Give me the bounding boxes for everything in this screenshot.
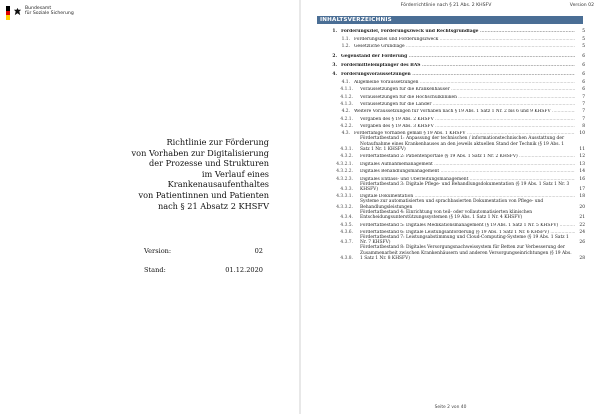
toc-entry[interactable] xyxy=(317,92,585,99)
toc-entry[interactable] xyxy=(317,159,585,166)
toc-entry[interactable] xyxy=(317,228,585,235)
logo-line-2: für Soziale Sicherung xyxy=(25,11,74,17)
toc-entry-page: 8 xyxy=(582,124,585,130)
toc-entry-number: 4.3.1. xyxy=(340,147,353,153)
toc-entry[interactable] xyxy=(317,51,585,58)
toc-entry-page: 28 xyxy=(579,256,585,262)
date-value: 01.12.2020 xyxy=(225,266,263,274)
toc-entry-number: 4.3.7. xyxy=(340,240,353,246)
toc-entry-page: 5 xyxy=(582,29,585,35)
bas-logo xyxy=(6,6,74,20)
toc-entry[interactable] xyxy=(317,152,585,159)
toc-entry-number: 4.1. xyxy=(341,79,350,85)
toc-entry-title: Förderungsvoraussetzungen ..... xyxy=(341,72,575,77)
toc-entry-title: Fördermittelempfänger des BAS ..... xyxy=(341,63,575,68)
toc-entry-title: Gesetzliche Grundlage ..... xyxy=(354,44,575,49)
toc-entry[interactable] xyxy=(317,61,585,68)
toc-entry-page: 7 xyxy=(582,109,585,115)
toc-entry-number: 4.3.4. xyxy=(340,215,353,221)
toc-entry[interactable] xyxy=(317,210,585,220)
logo-text xyxy=(25,6,74,17)
toc-entry-page: 7 xyxy=(582,101,585,107)
toc-entry-title: Fördertatbestand 4: Einrichtung von teil- oder vollautomatisierten klinischen Entscheidungsunterstützungssystemen (§ 19 Abs. 1 Satz 1 Nr. 4 KHSFV) xyxy=(360,209,533,221)
toc-entry-title: Digitales Entlass- und Überleitungsmanagement ..... xyxy=(357,177,575,182)
toc-entry[interactable] xyxy=(317,129,585,136)
toc-entry-number: 4. xyxy=(332,72,337,78)
toc-entry-page: 6 xyxy=(582,72,585,78)
toc-entry[interactable] xyxy=(317,167,585,174)
toc-entry-page: 7 xyxy=(582,116,585,122)
toc-entry-number: 4.2.2. xyxy=(340,124,353,130)
toc-entry-title: Vorgaben des § 19 Abs. 3 KHSFV ..... xyxy=(357,124,575,129)
toc-entry-title: Fördertatbestand 3: Digitale Pflege- und Behandlungsdokumentation (§ 19 Abs. 1 Satz 1 Nr. 3 KHSFV) xyxy=(360,181,570,192)
toc-entry-title: Fördertatbestand 5: Digitales Medikationsmanagement (§ 19 Abs. 1 Satz 1 Nr. 5 KHSFV) ..... xyxy=(357,223,575,228)
toc-entry-page: 6 xyxy=(582,62,585,68)
toc-entry-number: 2. xyxy=(332,53,337,59)
toc-entry-title: Gegenstand der Förderung ..... xyxy=(341,54,575,59)
toc-entry-page: 11 xyxy=(579,147,585,153)
toc-entry-page: 5 xyxy=(582,36,585,42)
toc-entry-page: 6 xyxy=(582,79,585,85)
logo-line-1: Bundesamt xyxy=(25,6,52,11)
title-line: nach § 21 Absatz 2 KHSFV xyxy=(157,200,269,211)
toc-entry[interactable] xyxy=(317,77,585,84)
toc-entry-number: 4.3.8. xyxy=(340,256,353,262)
toc-entry[interactable] xyxy=(317,27,585,34)
title-line: Richtlinie zur Förderung xyxy=(166,137,269,147)
toc-entry-number: 4.1.3. xyxy=(340,101,353,107)
title-line: Krankenausaufenthaltes xyxy=(167,179,269,190)
toc-entry-page: 17 xyxy=(579,187,585,193)
toc-entry-page: 14 xyxy=(579,169,585,175)
title-line: im Verlauf eines xyxy=(201,168,269,179)
toc-entry-title: Fördertatbestand 8: Digitales Versorgungsnachweissystem für Betten zur Verbesserung der Zusammenarbeit zwischen Krankenhäusern und anderen Versorgungseinrichtungen (§ 19 Abs. 1 Satz 1 Nr. 8 KHSFV) xyxy=(360,245,572,261)
toc-entry-number: 4.3.2.3. xyxy=(336,176,353,182)
toc-entry[interactable] xyxy=(317,174,585,181)
toc-entry-number: 4.3.2.2. xyxy=(336,169,353,175)
toc-entry[interactable] xyxy=(317,220,585,227)
toc-entry-number: 4.1.2. xyxy=(340,94,353,100)
toc-entry-title: Fördertatbestand 1: Anpassung der technischen / informationstechnischen Ausstattung der Notaufnahme eines Krankenhauses an den jeweils aktuellen Stand der Technik (§ 19 Abs. 1 Satz 1 Nr. 1 KHSFV) xyxy=(360,136,565,152)
toc-entry-number: 4.1.1. xyxy=(340,87,353,93)
toc-entry-page: 7 xyxy=(582,94,585,100)
toc-heading: INHALTSVERZEICHNIS xyxy=(317,16,583,24)
toc-entry-title: Weitere Voraussetzungen für Vorhaben nach § 19 Abs. 1 Satz 1 Nr. 2 bis 6 und 9 KHSFV ..... xyxy=(354,109,575,114)
toc-entry-number: 1. xyxy=(332,29,337,35)
date-row xyxy=(144,266,263,276)
page-footer: Seite 2 von 40 xyxy=(434,405,467,410)
toc-entry-page: 21 xyxy=(579,215,585,221)
toc-entry-number: 4.3.2. xyxy=(340,154,353,160)
toc-entry[interactable] xyxy=(317,199,585,209)
toc-entry-title: Förderfähige Vorhaben gemäß § 19 Abs. 1 KHSFV ..... xyxy=(354,131,575,136)
toc-entry-page: 10 xyxy=(579,131,585,137)
toc-entry[interactable] xyxy=(317,122,585,129)
toc-entry[interactable] xyxy=(317,42,585,49)
toc-entry-number: 1.2. xyxy=(341,44,350,50)
toc-entry[interactable] xyxy=(317,136,585,152)
toc-entry-title: Systeme zur automatisierten und sprachbasierten Dokumentation von Pflege- und Behandlungsleistungen xyxy=(360,199,544,210)
toc-entry[interactable] xyxy=(317,114,585,121)
toc-entry-title: Fördertatbestand 7: Leistungsabstimmung und Cloud-Computing-Systeme (§ 19 Abs. 1 Satz 1 Nr. 7 KHSFV) xyxy=(360,235,569,246)
version-value: 02 xyxy=(254,247,263,255)
toc-entry-title: Fördertatbestand 2: Patientenportale (§ 19 Abs. 1 Satz 1 Nr. 2 KHSFV) ..... xyxy=(357,154,575,159)
toc-entry[interactable] xyxy=(317,245,585,261)
toc-entry-number: 4.3.2.1. xyxy=(336,161,353,167)
toc-entry-title: Voraussetzungen für die Hochschulkliniken ..... xyxy=(357,95,575,100)
toc-entry-title: Vorgaben des § 19 Abs. 2 KHSFV ..... xyxy=(357,117,575,122)
toc-entry-number: 3. xyxy=(332,62,337,68)
toc-entry-title: Förderungsziel und Förderungszweck ..... xyxy=(354,37,575,42)
toc-entry-page: 16 xyxy=(579,176,585,182)
toc-entry-title: Digitales Behandlungsmanagement ..... xyxy=(357,169,575,174)
title-line: von Patientinnen und Patienten xyxy=(138,189,269,200)
toc-entry-number: 4.3.6. xyxy=(340,230,353,236)
toc-entry-number: 4.3. xyxy=(341,131,350,137)
toc-entry-number: 4.3.3.2. xyxy=(336,204,353,210)
toc-entry-number: 4.3.5. xyxy=(340,222,353,228)
cover-page xyxy=(0,0,299,414)
toc-entry[interactable] xyxy=(317,34,585,41)
toc-entry-title: Fördertatbestand 6: Digitale Leistungsanforderung (§ 19 Abs. 1 Satz 1 Nr. 6 KHSFV) ..... xyxy=(357,230,575,235)
toc-entry-number: 4.3.3. xyxy=(340,187,353,193)
toc-entry[interactable] xyxy=(317,182,585,192)
date-label: Stand: xyxy=(144,266,166,274)
version-row xyxy=(144,247,263,257)
toc-entry-number: 4.2.1. xyxy=(340,116,353,122)
toc-entry-page: 13 xyxy=(579,161,585,167)
toc-entry[interactable] xyxy=(317,100,585,107)
toc-entry-title: Allgemeine Voraussetzungen ..... xyxy=(354,80,575,85)
toc-entry-page: 26 xyxy=(579,240,585,246)
toc-page xyxy=(301,0,600,414)
toc-entry-number: 4.3.3.1. xyxy=(336,194,353,200)
document-title xyxy=(132,137,269,211)
header-version: Version 02 xyxy=(569,3,594,8)
flag-stripe-gold xyxy=(6,15,10,20)
flag-icon xyxy=(6,6,10,20)
table-of-contents xyxy=(317,27,585,261)
toc-entry-number: 1.1. xyxy=(341,36,350,42)
toc-entry-number: 4.2. xyxy=(341,109,350,115)
toc-entry-title: Voraussetzungen für die Krankenhäuser ..... xyxy=(357,87,575,92)
toc-entry-page: 5 xyxy=(582,44,585,50)
toc-entry-page: 22 xyxy=(579,222,585,228)
version-label: Version: xyxy=(144,247,172,255)
header-title: Förderrichtlinie nach § 21 Abs. 2 KHSFV xyxy=(400,3,492,8)
toc-entry[interactable] xyxy=(317,85,585,92)
toc-entry-title: Voraussetzungen für die Länder ..... xyxy=(357,102,575,107)
toc-entry[interactable] xyxy=(317,235,585,245)
toc-entry-title: Digitales Aufnahmemanagement ..... xyxy=(357,162,575,167)
toc-entry-page: 6 xyxy=(582,87,585,93)
toc-entry-page: 24 xyxy=(579,230,585,236)
toc-entry[interactable] xyxy=(317,192,585,199)
toc-entry[interactable] xyxy=(317,70,585,77)
toc-entry-title: Förderungsziel, Förderungszweck und Rechtsgrundlage ..... xyxy=(341,29,575,34)
toc-entry-page: 18 xyxy=(579,194,585,200)
title-line: von Vorhaben zur Digitalisierung xyxy=(131,147,269,158)
toc-entry[interactable] xyxy=(317,107,585,114)
toc-entry-page: 6 xyxy=(582,53,585,59)
eagle-icon xyxy=(13,7,22,16)
toc-entry-page: 20 xyxy=(579,204,585,210)
toc-entry-title: Digitale Dokumentation ..... xyxy=(357,194,575,199)
title-line: der Prozesse und Strukturen xyxy=(149,158,269,169)
toc-entry-page: 12 xyxy=(579,154,585,160)
